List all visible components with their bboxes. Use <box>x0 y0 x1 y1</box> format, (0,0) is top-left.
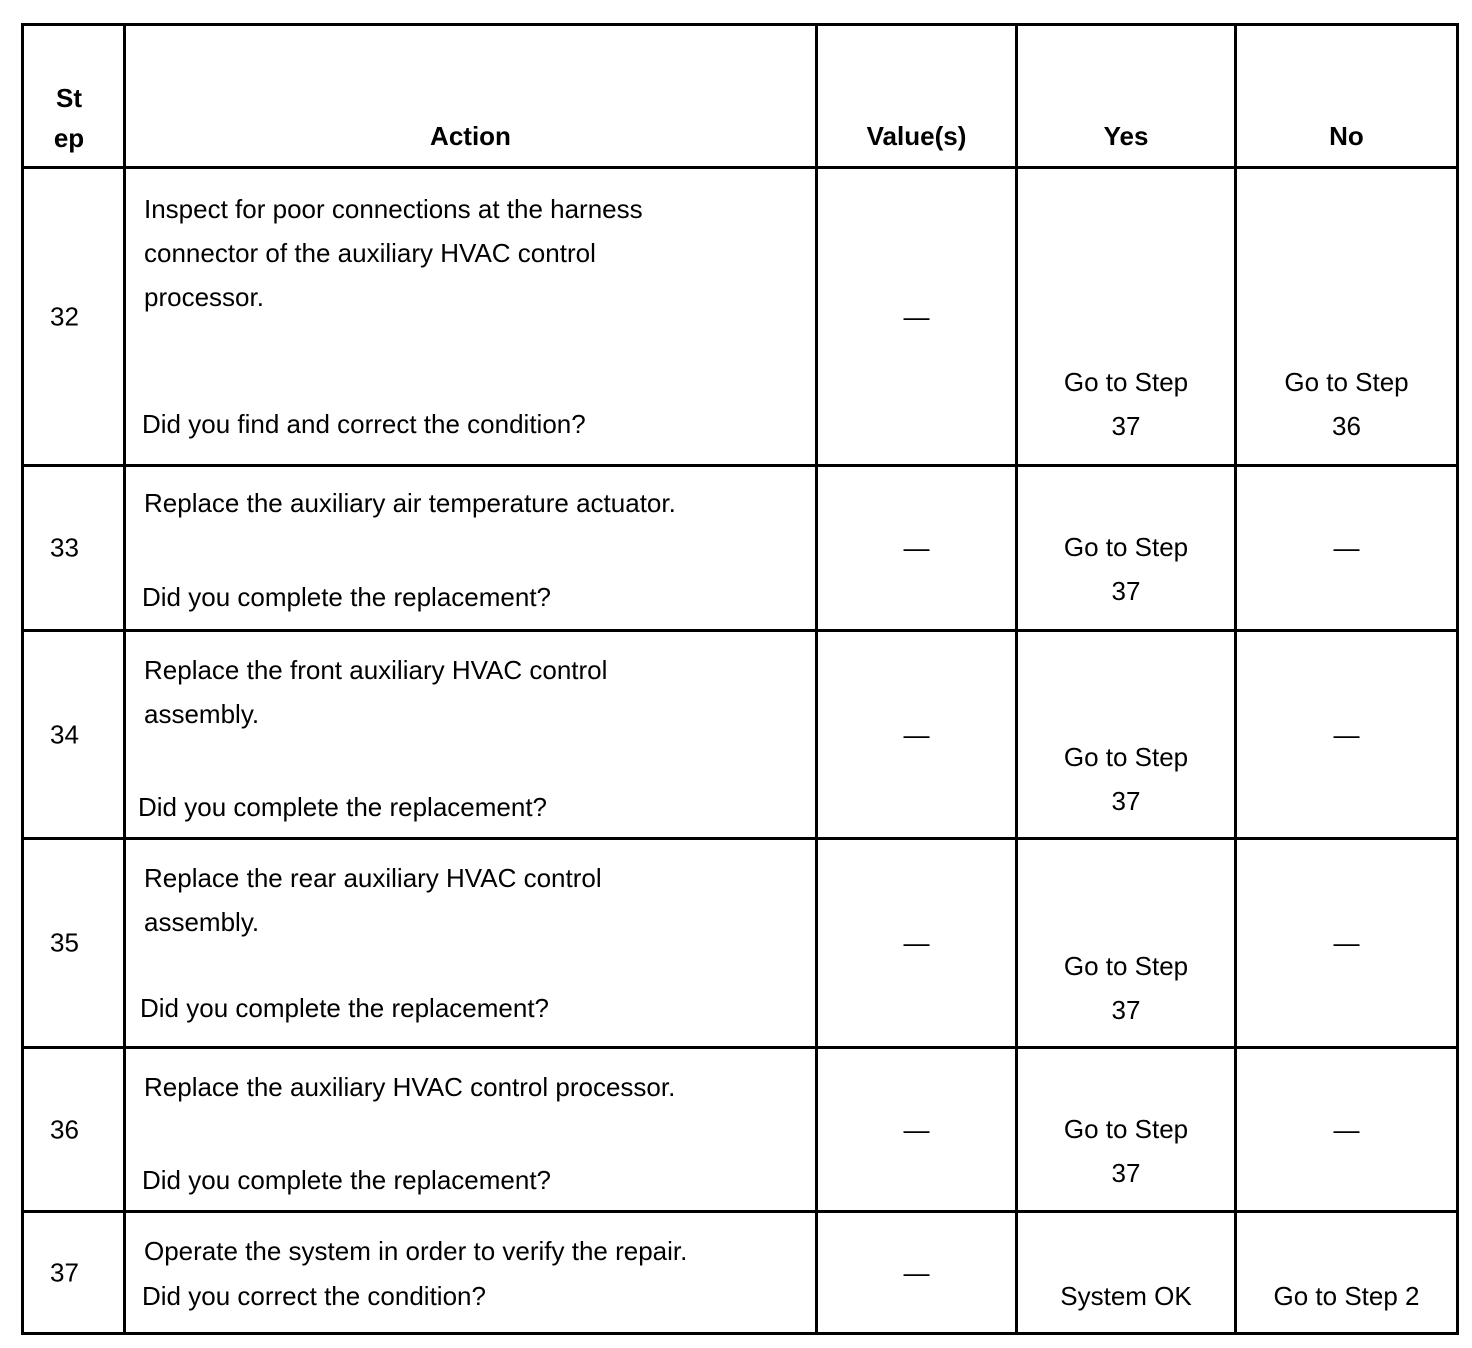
action-question: Did you complete the replacement? <box>138 792 548 822</box>
no-cell <box>1236 466 1458 631</box>
value-text: — <box>903 1257 930 1287</box>
action-instruction: Inspect for poor connections at the harness connector of the auxiliary HVAC control processor. <box>144 194 643 312</box>
no-cell <box>1236 839 1458 1048</box>
step-number: 34 <box>50 719 79 749</box>
value-cell <box>817 1212 1017 1334</box>
table-row <box>23 466 1458 631</box>
value-text: — <box>903 1114 930 1144</box>
yes-target: Go to Step 37 <box>1063 532 1189 606</box>
action-cell <box>125 1048 817 1212</box>
no-target: Go to Step 36 <box>1284 367 1409 441</box>
step-number: 32 <box>50 301 79 331</box>
header-yes <box>1017 25 1236 168</box>
table-header-row <box>23 25 1458 168</box>
yes-target: Go to Step 37 <box>1063 1114 1189 1188</box>
header-action <box>125 25 817 168</box>
value-text: — <box>903 719 930 749</box>
header-step <box>23 25 125 168</box>
action-question: Did you complete the replacement? <box>140 993 550 1023</box>
value-cell <box>817 1048 1017 1212</box>
value-cell <box>817 839 1017 1048</box>
value-cell <box>817 168 1017 466</box>
yes-target: Go to Step 37 <box>1063 742 1189 816</box>
value-text: — <box>903 927 930 958</box>
step-cell <box>23 839 125 1048</box>
no-cell <box>1236 1212 1458 1334</box>
header-no-label: No <box>1329 121 1364 151</box>
no-target: — <box>1333 532 1360 563</box>
table-row <box>23 1212 1458 1334</box>
no-cell <box>1236 168 1458 466</box>
step-cell <box>23 466 125 631</box>
step-number: 37 <box>50 1257 79 1287</box>
header-action-label: Action <box>430 121 511 151</box>
yes-target: Go to Step 37 <box>1063 951 1189 1025</box>
step-cell <box>23 1212 125 1334</box>
action-instruction: Replace the auxiliary air temperature actuator. <box>144 488 676 518</box>
table-row <box>23 1048 1458 1212</box>
action-question: Did you complete the replacement? <box>142 1165 552 1195</box>
step-number: 35 <box>50 927 79 958</box>
no-target: Go to Step 2 <box>1273 1281 1420 1311</box>
no-target: — <box>1333 927 1360 958</box>
yes-cell <box>1017 1048 1236 1212</box>
header-no <box>1236 25 1458 168</box>
table-row <box>23 839 1458 1048</box>
header-values <box>817 25 1017 168</box>
header-step-label: St ep <box>53 83 85 153</box>
diagnostic-table <box>21 23 1459 1335</box>
no-cell <box>1236 1048 1458 1212</box>
action-cell <box>125 1212 817 1334</box>
yes-cell <box>1017 839 1236 1048</box>
yes-cell <box>1017 168 1236 466</box>
yes-cell <box>1017 466 1236 631</box>
action-cell <box>125 631 817 839</box>
no-target: — <box>1333 719 1360 749</box>
step-cell <box>23 1048 125 1212</box>
no-target: — <box>1333 1114 1360 1144</box>
action-question: Did you complete the replacement? <box>142 582 552 612</box>
action-cell <box>125 168 817 466</box>
value-text: — <box>903 301 930 331</box>
header-yes-label: Yes <box>1103 121 1149 151</box>
header-values-label: Value(s) <box>866 121 967 151</box>
value-cell <box>817 466 1017 631</box>
action-cell <box>125 466 817 631</box>
value-text: — <box>903 532 930 563</box>
step-number: 33 <box>50 532 79 563</box>
action-instruction: Replace the rear auxiliary HVAC control assembly. <box>144 863 602 937</box>
step-number: 36 <box>50 1114 79 1144</box>
yes-cell <box>1017 1212 1236 1334</box>
action-instruction: Operate the system in order to verify the repair. <box>144 1236 688 1266</box>
yes-target: Go to Step 37 <box>1063 367 1189 441</box>
step-cell <box>23 168 125 466</box>
value-cell <box>817 631 1017 839</box>
table-row <box>23 168 1458 466</box>
yes-cell <box>1017 631 1236 839</box>
action-question: Did you find and correct the condition? <box>142 409 586 439</box>
action-instruction: Replace the auxiliary HVAC control processor. <box>144 1072 676 1102</box>
table-row <box>23 631 1458 839</box>
no-cell <box>1236 631 1458 839</box>
action-question: Did you correct the condition? <box>142 1281 486 1311</box>
step-cell <box>23 631 125 839</box>
yes-target: System OK <box>1060 1281 1192 1311</box>
action-cell <box>125 839 817 1048</box>
action-instruction: Replace the front auxiliary HVAC control assembly. <box>144 655 608 729</box>
